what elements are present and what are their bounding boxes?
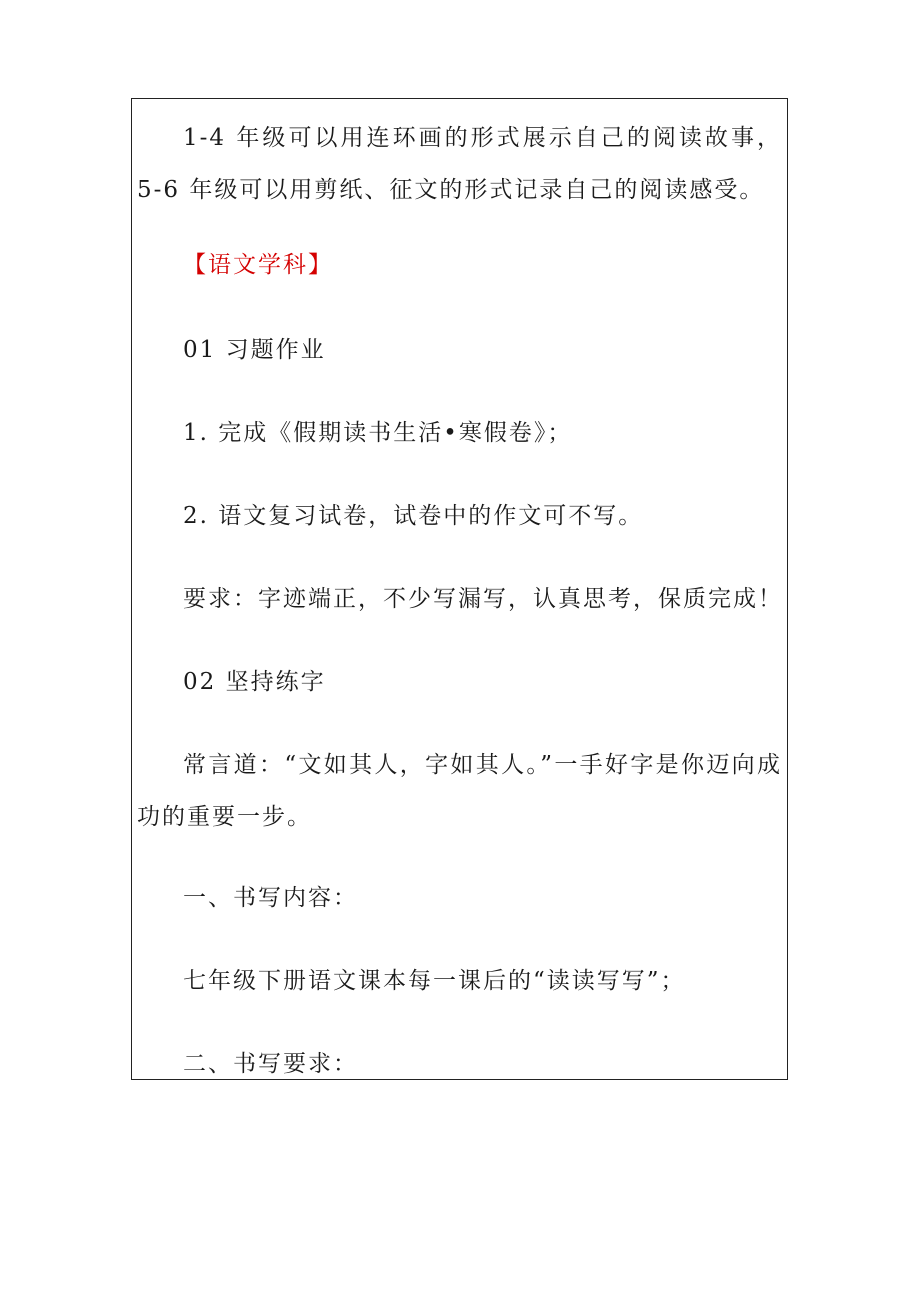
writing-content: 七年级下册语文课本每一课后的“读读写写”； xyxy=(183,968,686,994)
section-01-title: 01 习题作业 xyxy=(183,337,326,363)
intro-paragraph: 1-4 年级可以用连环画的形式展示自己的阅读故事，5-6 年级可以用剪纸、征文的形式记录自己的阅读感受。 xyxy=(137,125,782,203)
homework-item-1: 1. 完成《假期读书生活•寒假卷》； xyxy=(183,420,573,446)
writing-content-title: 一、书写内容： xyxy=(183,885,358,911)
writing-requirements-title: 二、书写要求： xyxy=(183,1051,358,1077)
requirement-text: 要求：字迹端正，不少写漏写，认真思考，保质完成！ xyxy=(183,586,783,612)
document-frame xyxy=(131,98,788,1080)
subject-heading: 【语文学科】 xyxy=(183,252,333,278)
homework-item-2: 2. 语文复习试卷，试卷中的作文可不写。 xyxy=(183,503,644,529)
section-02-title: 02 坚持练字 xyxy=(183,669,326,695)
quote-paragraph: 常言道：“文如其人，字如其人。”一手好字是你迈向成功的重要一步。 xyxy=(137,752,782,830)
